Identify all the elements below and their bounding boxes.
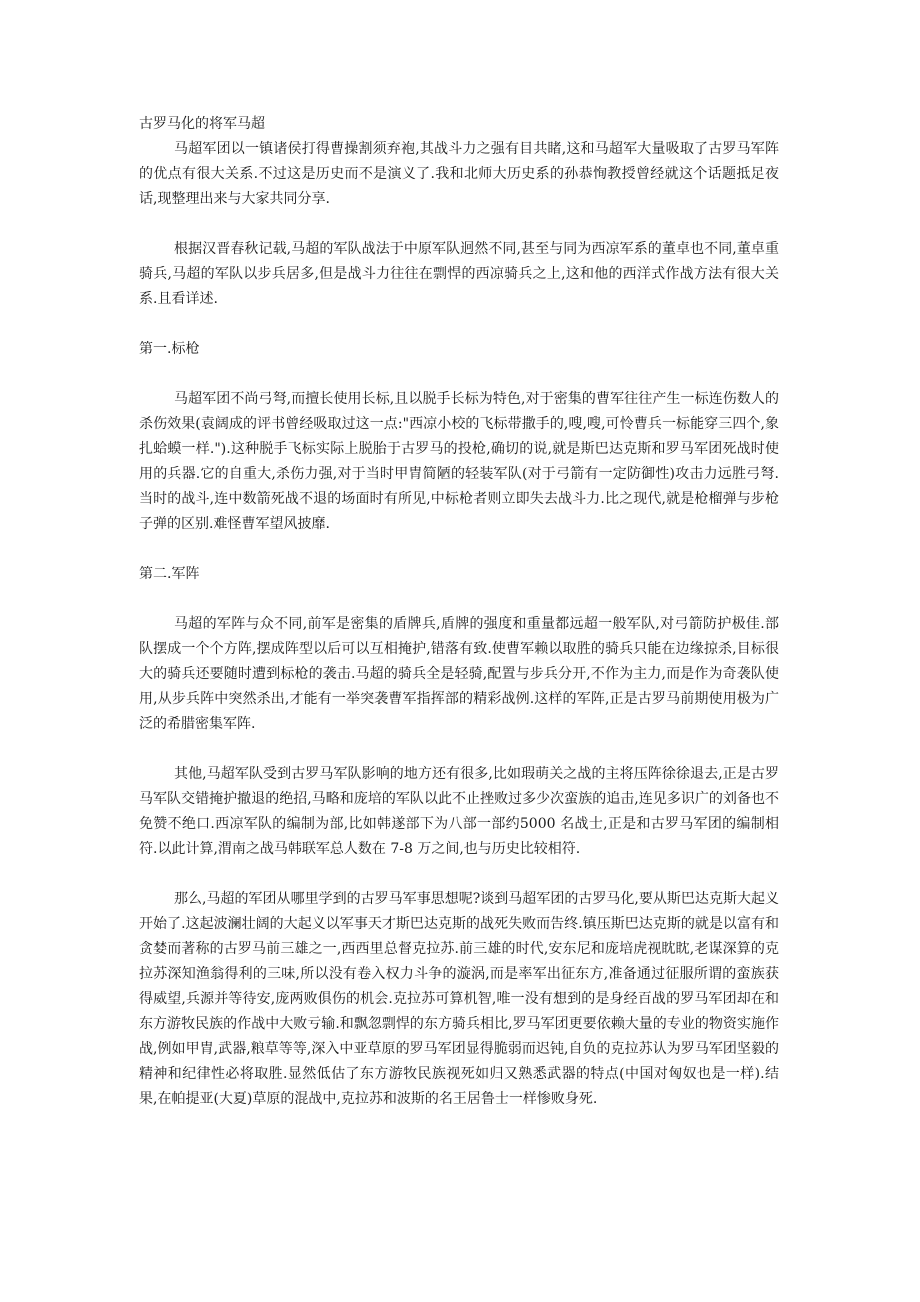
spacer [139, 212, 779, 237]
section-heading-formation: 第二.军阵 [139, 566, 200, 582]
spacer [139, 537, 779, 562]
section-heading-javelin: 第一.标枪 [139, 341, 200, 357]
spacer [139, 362, 779, 387]
document-title: 古罗马化的将军马超 [139, 116, 265, 132]
intro-paragraph: 马超军团以一镇诸侯打得曹操割须弃袍,其战斗力之强有目共睹,这和马超军大量吸取了古罗马军阵的优点有很大关系.不过这是历史而不是演义了.我和北师大历史系的孙恭恂教授曾经就这个话题抵足夜话,现整理出来与大家共同分享. [139, 141, 779, 207]
javelin-paragraph: 马超军团不尚弓弩,而擅长使用长标,且以脱手长标为特色,对于密集的曹军往往产生一标连伤数人的杀伤效果(袁阔成的评书曾经吸取过这一点:"西凉小校的飞标带撒手的,嗖,嗖,可怜曹兵一标能穿三四个,象扎蛤蟆一样.").这种脱手飞标实际上脱胎于古罗马的投枪,确切的说,就是斯巴达克斯和罗马军团死战时使用的兵器.它的自重大,杀伤力强,对于当时甲胄简陋的轻装军队(对于弓箭有一定防御性)攻击力远胜弓弩.当时的战斗,连中数箭死战不退的场面时有所见,中标枪者则立即失去战斗力.比之现代,就是枪榴弹与步枪子弹的区别.难怪曹军望风披靡. [139, 391, 779, 532]
spacer [139, 862, 779, 887]
roman-influence-paragraph: 其他,马超军队受到古罗马军队影响的地方还有很多,比如瑕萌关之战的主将压阵徐徐退去,正是古罗马军队交错掩护撤退的绝招,马略和庞培的军队以此不止挫败过多少次蛮族的追击,连见多识广的刘备也不免赞不绝口.西凉军队的编制为部,比如韩遂部下为八部一部约5000 名战士,正是和古罗马军团的编制相符.以此计算,渭南之战马韩联军总人数在 7-8 万之间,也与历史比较相符. [139, 766, 779, 857]
formation-paragraph: 马超的军阵与众不同,前军是密集的盾牌兵,盾牌的强度和重量都远超一般军队,对弓箭防护极佳.部队摆成一个个方阵,摆成阵型以后可以互相掩护,错落有致.使曹军赖以取胜的骑兵只能在边缘掠杀,目标很大的骑兵还要随时遭到标枪的袭击.马超的骑兵全是轻骑,配置与步兵分开,不作为主力,而是作为奇袭队使用,从步兵阵中突然杀出,才能有一举突袭曹军指挥部的精彩战例.这样的军阵,正是古罗马前期使用极为广泛的希腊密集军阵. [139, 616, 779, 732]
spacer [139, 312, 779, 337]
origin-paragraph: 那么,马超的军团从哪里学到的古罗马军事思想呢?谈到马超军团的古罗马化,要从斯巴达克斯大起义开始了.这起波澜壮阔的大起义以军事天才斯巴达克斯的战死失败而告终.镇压斯巴达克斯的就是以富有和贪婪而著称的古罗马前三雄之一,西西里总督克拉苏.前三雄的时代,安东尼和庞培虎视眈眈,老谋深算的克拉苏深知渔翁得利的三味,所以没有卷入权力斗争的漩涡,而是率军出征东方,准备通过征服所谓的蛮族获得威望,兵源并等待安,庞两败俱伤的机会.克拉苏可算机智,唯一没有想到的是身经百战的罗马军团却在和东方游牧民族的作战中大败亏输.和飘忽剽悍的东方骑兵相比,罗马军团更要依赖大量的专业的物资实施作战,例如甲胄,武器,粮草等等,深入中亚草原的罗马军团显得脆弱而迟钝,自负的克拉苏认为罗马军团坚毅的精神和纪律性必将取胜.显然低估了东方游牧民族视死如归又熟悉武器的特点(中国对匈奴也是一样).结果,在帕提亚(大夏)草原的混战中,克拉苏和波斯的名王居鲁士一样惨败身死. [139, 891, 779, 1107]
spacer [139, 587, 779, 612]
background-paragraph: 根据汉晋春秋记载,马超的军队战法于中原军队迥然不同,甚至与同为西凉军系的董卓也不同,董卓重骑兵,马超的军队以步兵居多,但是战斗力往往在剽悍的西凉骑兵之上,这和他的西洋式作战方法有很大关系.且看详述. [139, 241, 779, 307]
spacer [139, 737, 779, 762]
document-page [139, 112, 779, 1112]
